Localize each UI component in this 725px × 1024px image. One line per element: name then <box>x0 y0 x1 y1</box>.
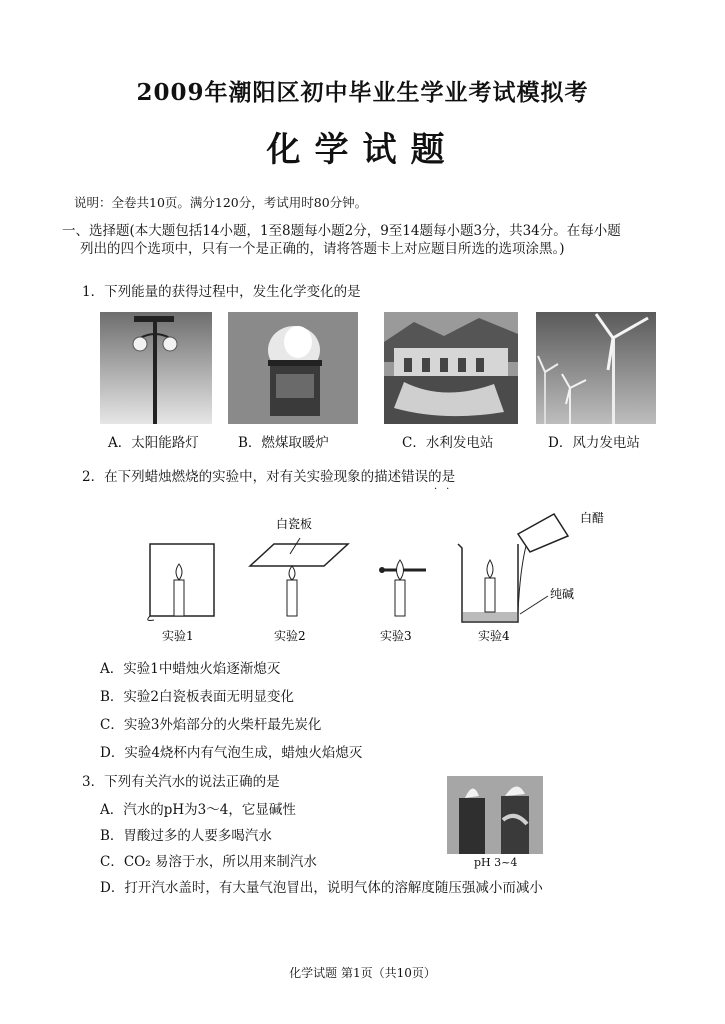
q1-option-a: A．太阳能路灯 <box>108 435 199 451</box>
experiment-4-figure <box>458 514 568 622</box>
section-heading <box>62 222 662 258</box>
label-soda: 纯碱 <box>550 587 575 601</box>
section-heading-line1: 一、选择题(本大题包括14小题，1至8题每小题2分，9至14题每小题3分，共34分。在每小题 <box>62 223 621 239</box>
q3-option-b: B．胃酸过多的人要多喝汽水 <box>100 828 272 844</box>
photo-solar-street-lamp <box>100 312 212 424</box>
label-white-plate: 白瓷板 <box>276 517 313 531</box>
q1-option-d: D．风力发电站 <box>548 435 640 451</box>
q2-option-b: B．实验2白瓷板表面无明显变化 <box>100 689 295 705</box>
exam-subject-title: 化学试题 <box>266 130 459 170</box>
q2-stem: 2．在下列蜡烛燃烧的实验中，对有关实验现象的描述错误的是 <box>82 469 456 485</box>
experiment-1-figure <box>148 544 214 621</box>
experiment-2-figure <box>250 538 348 616</box>
label-exp-3: 实验3 <box>380 629 412 643</box>
q2-option-c: C．实验3外焰部分的火柴杆最先炭化 <box>100 717 322 733</box>
section-heading-line2: 列出的四个选项中，只有一个是正确的，请将答题卡上对应题目所选的选项涂黑。) <box>80 241 565 257</box>
label-vinegar: 白醋 <box>580 511 605 525</box>
q2-option-d: D．实验4烧杯内有气泡生成，蜡烛火焰熄灭 <box>100 745 363 761</box>
q1-stem: 1．下列能量的获得过程中，发生化学变化的是 <box>82 284 361 300</box>
candle-experiments-diagram <box>140 500 620 648</box>
q2-option-a: A．实验1中蜡烛火焰逐渐熄灭 <box>100 661 281 677</box>
label-exp-4: 实验4 <box>478 629 510 643</box>
q3-option-a: A．汽水的pH为3～4，它显碱性 <box>100 802 296 818</box>
q3-option-d: D．打开汽水盖时，有大量气泡冒出，说明气体的溶解度随压强减小而减小 <box>100 880 543 896</box>
q3-option-c: C．CO₂ 易溶于水，所以用来制汽水 <box>100 854 317 870</box>
q3-stem: 3．下列有关汽水的说法正确的是 <box>82 774 280 790</box>
emphasis-dots: ·· <box>434 484 459 495</box>
soda-photo-caption: pH 3~4 <box>474 856 518 869</box>
exam-instructions: 说明：全卷共10页。满分120分，考试用时80分钟。 <box>74 195 368 210</box>
page-footer: 化学试题 第1页（共10页） <box>289 966 436 980</box>
photo-hydro-power-station <box>384 312 518 424</box>
photo-wind-power-station <box>536 312 656 424</box>
experiment-3-figure <box>379 560 426 616</box>
q1-option-b: B．燃煤取暖炉 <box>238 435 329 451</box>
label-exp-1: 实验1 <box>162 629 194 643</box>
photo-coal-heater <box>228 312 358 424</box>
label-exp-2: 实验2 <box>274 629 306 643</box>
exam-title: 2009年潮阳区初中毕业生学业考试模拟考 <box>136 79 589 106</box>
q1-option-c: C．水利发电站 <box>402 435 494 451</box>
photo-soda-cans <box>447 776 543 854</box>
